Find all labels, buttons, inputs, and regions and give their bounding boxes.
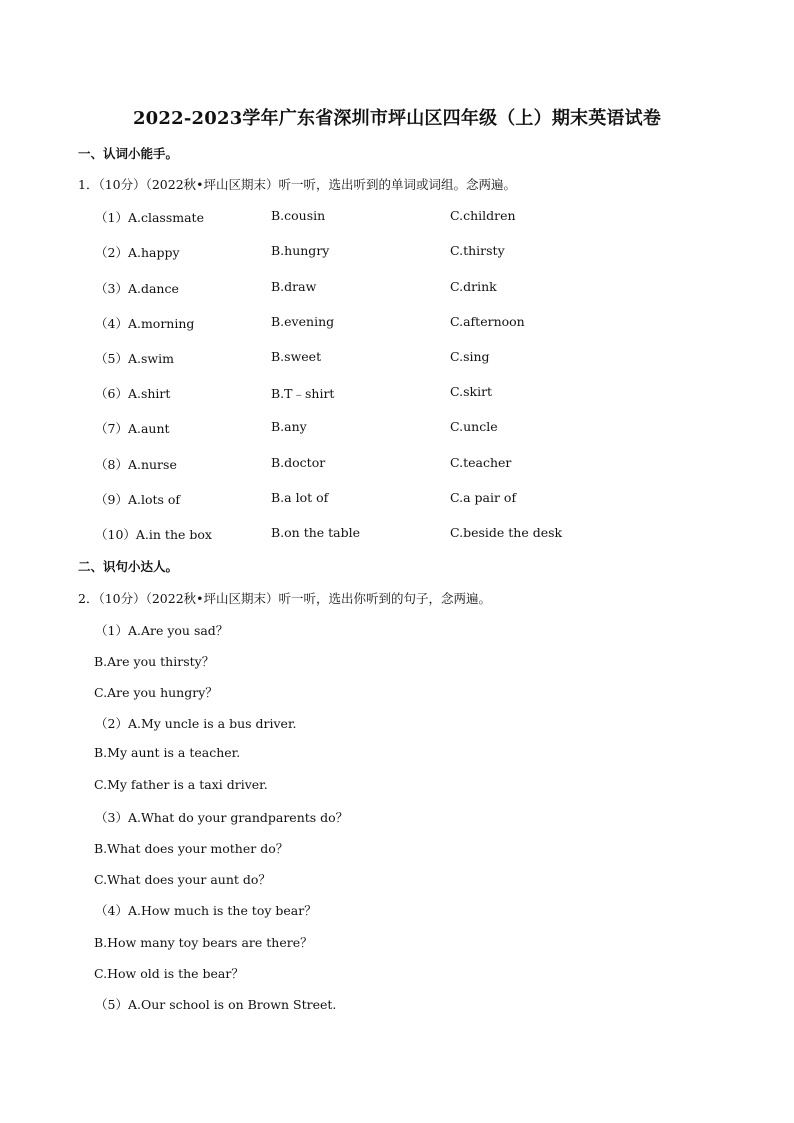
option-row (0, 243, 794, 261)
option-b: B.any (271, 419, 307, 434)
option-c: C.a pair of (450, 490, 517, 505)
sentence-option: B.How many toy bears are there？ (94, 935, 313, 950)
option-row (0, 490, 794, 508)
option-a: （1）A.classmate (95, 210, 204, 225)
option-c: C.skirt (450, 384, 493, 399)
sentence-option: B.What does your mother do？ (94, 841, 289, 856)
question-1-stem: 1．（10分）（2022秋•坪山区期末）听一听，选出听到的单词或词组。念两遍。 (78, 177, 517, 192)
option-a: （2）A.happy (95, 245, 180, 260)
sentence-option: C.What does your aunt do？ (94, 872, 271, 887)
option-c: C.beside the desk (450, 525, 563, 540)
option-b: B.a lot of (271, 490, 329, 505)
option-row (0, 419, 794, 437)
section-heading-1: 一、认词小能手。 (78, 146, 179, 161)
option-a: （4）A.morning (95, 316, 195, 331)
sentence-option: C.How old is the bear？ (94, 966, 244, 981)
sentence-option: B.Are you thirsty？ (94, 654, 215, 669)
sentence-option: （5）A.Our school is on Brown Street. (95, 997, 337, 1012)
option-c: C.thirsty (450, 243, 505, 258)
option-a: （7）A.aunt (95, 421, 170, 436)
option-b: B.hungry (271, 243, 330, 258)
option-a: （3）A.dance (95, 281, 179, 296)
option-c: C.uncle (450, 419, 498, 434)
section-heading-2: 二、识句小达人。 (78, 559, 179, 574)
option-row (0, 279, 794, 297)
option-a: （5）A.swim (95, 351, 174, 366)
option-c: C.sing (450, 349, 490, 364)
option-c: C.afternoon (450, 314, 525, 329)
option-b: B.on the table (271, 525, 361, 540)
sentence-option: C.Are you hungry？ (94, 685, 218, 700)
sentence-option: B.My aunt is a teacher. (94, 745, 241, 760)
option-b: B.doctor (271, 455, 326, 470)
option-b: B.evening (271, 314, 335, 329)
option-b: B.cousin (271, 208, 326, 223)
sentence-option: （3）A.What do your grandparents do？ (95, 810, 349, 825)
option-row (0, 349, 794, 367)
option-row (0, 384, 794, 402)
option-b: B.T﹣shirt (271, 386, 335, 401)
option-c: C.drink (450, 279, 497, 294)
sentence-option: （4）A.How much is the toy bear？ (95, 903, 317, 918)
option-a: （8）A.nurse (95, 457, 177, 472)
option-a: （6）A.shirt (95, 386, 171, 401)
option-row (0, 455, 794, 473)
option-c: C.teacher (450, 455, 512, 470)
option-c: C.children (450, 208, 516, 223)
option-row (0, 314, 794, 332)
sentence-option: C.My father is a taxi driver. (94, 777, 268, 792)
option-a: （9）A.lots of (95, 492, 181, 507)
document-title: 2022-2023学年广东省深圳市坪山区四年级（上）期末英语试卷 (132, 108, 662, 129)
option-b: B.draw (271, 279, 317, 294)
option-row (0, 208, 794, 226)
option-row (0, 525, 794, 543)
sentence-option: （1）A.Are you sad？ (95, 623, 229, 638)
option-a: （10）A.in the box (95, 527, 212, 542)
option-b: B.sweet (271, 349, 322, 364)
question-2-stem: 2．（10分）（2022秋•坪山区期末）听一听，选出你听到的句子，念两遍。 (78, 591, 492, 606)
sentence-option: （2）A.My uncle is a bus driver. (95, 716, 297, 731)
